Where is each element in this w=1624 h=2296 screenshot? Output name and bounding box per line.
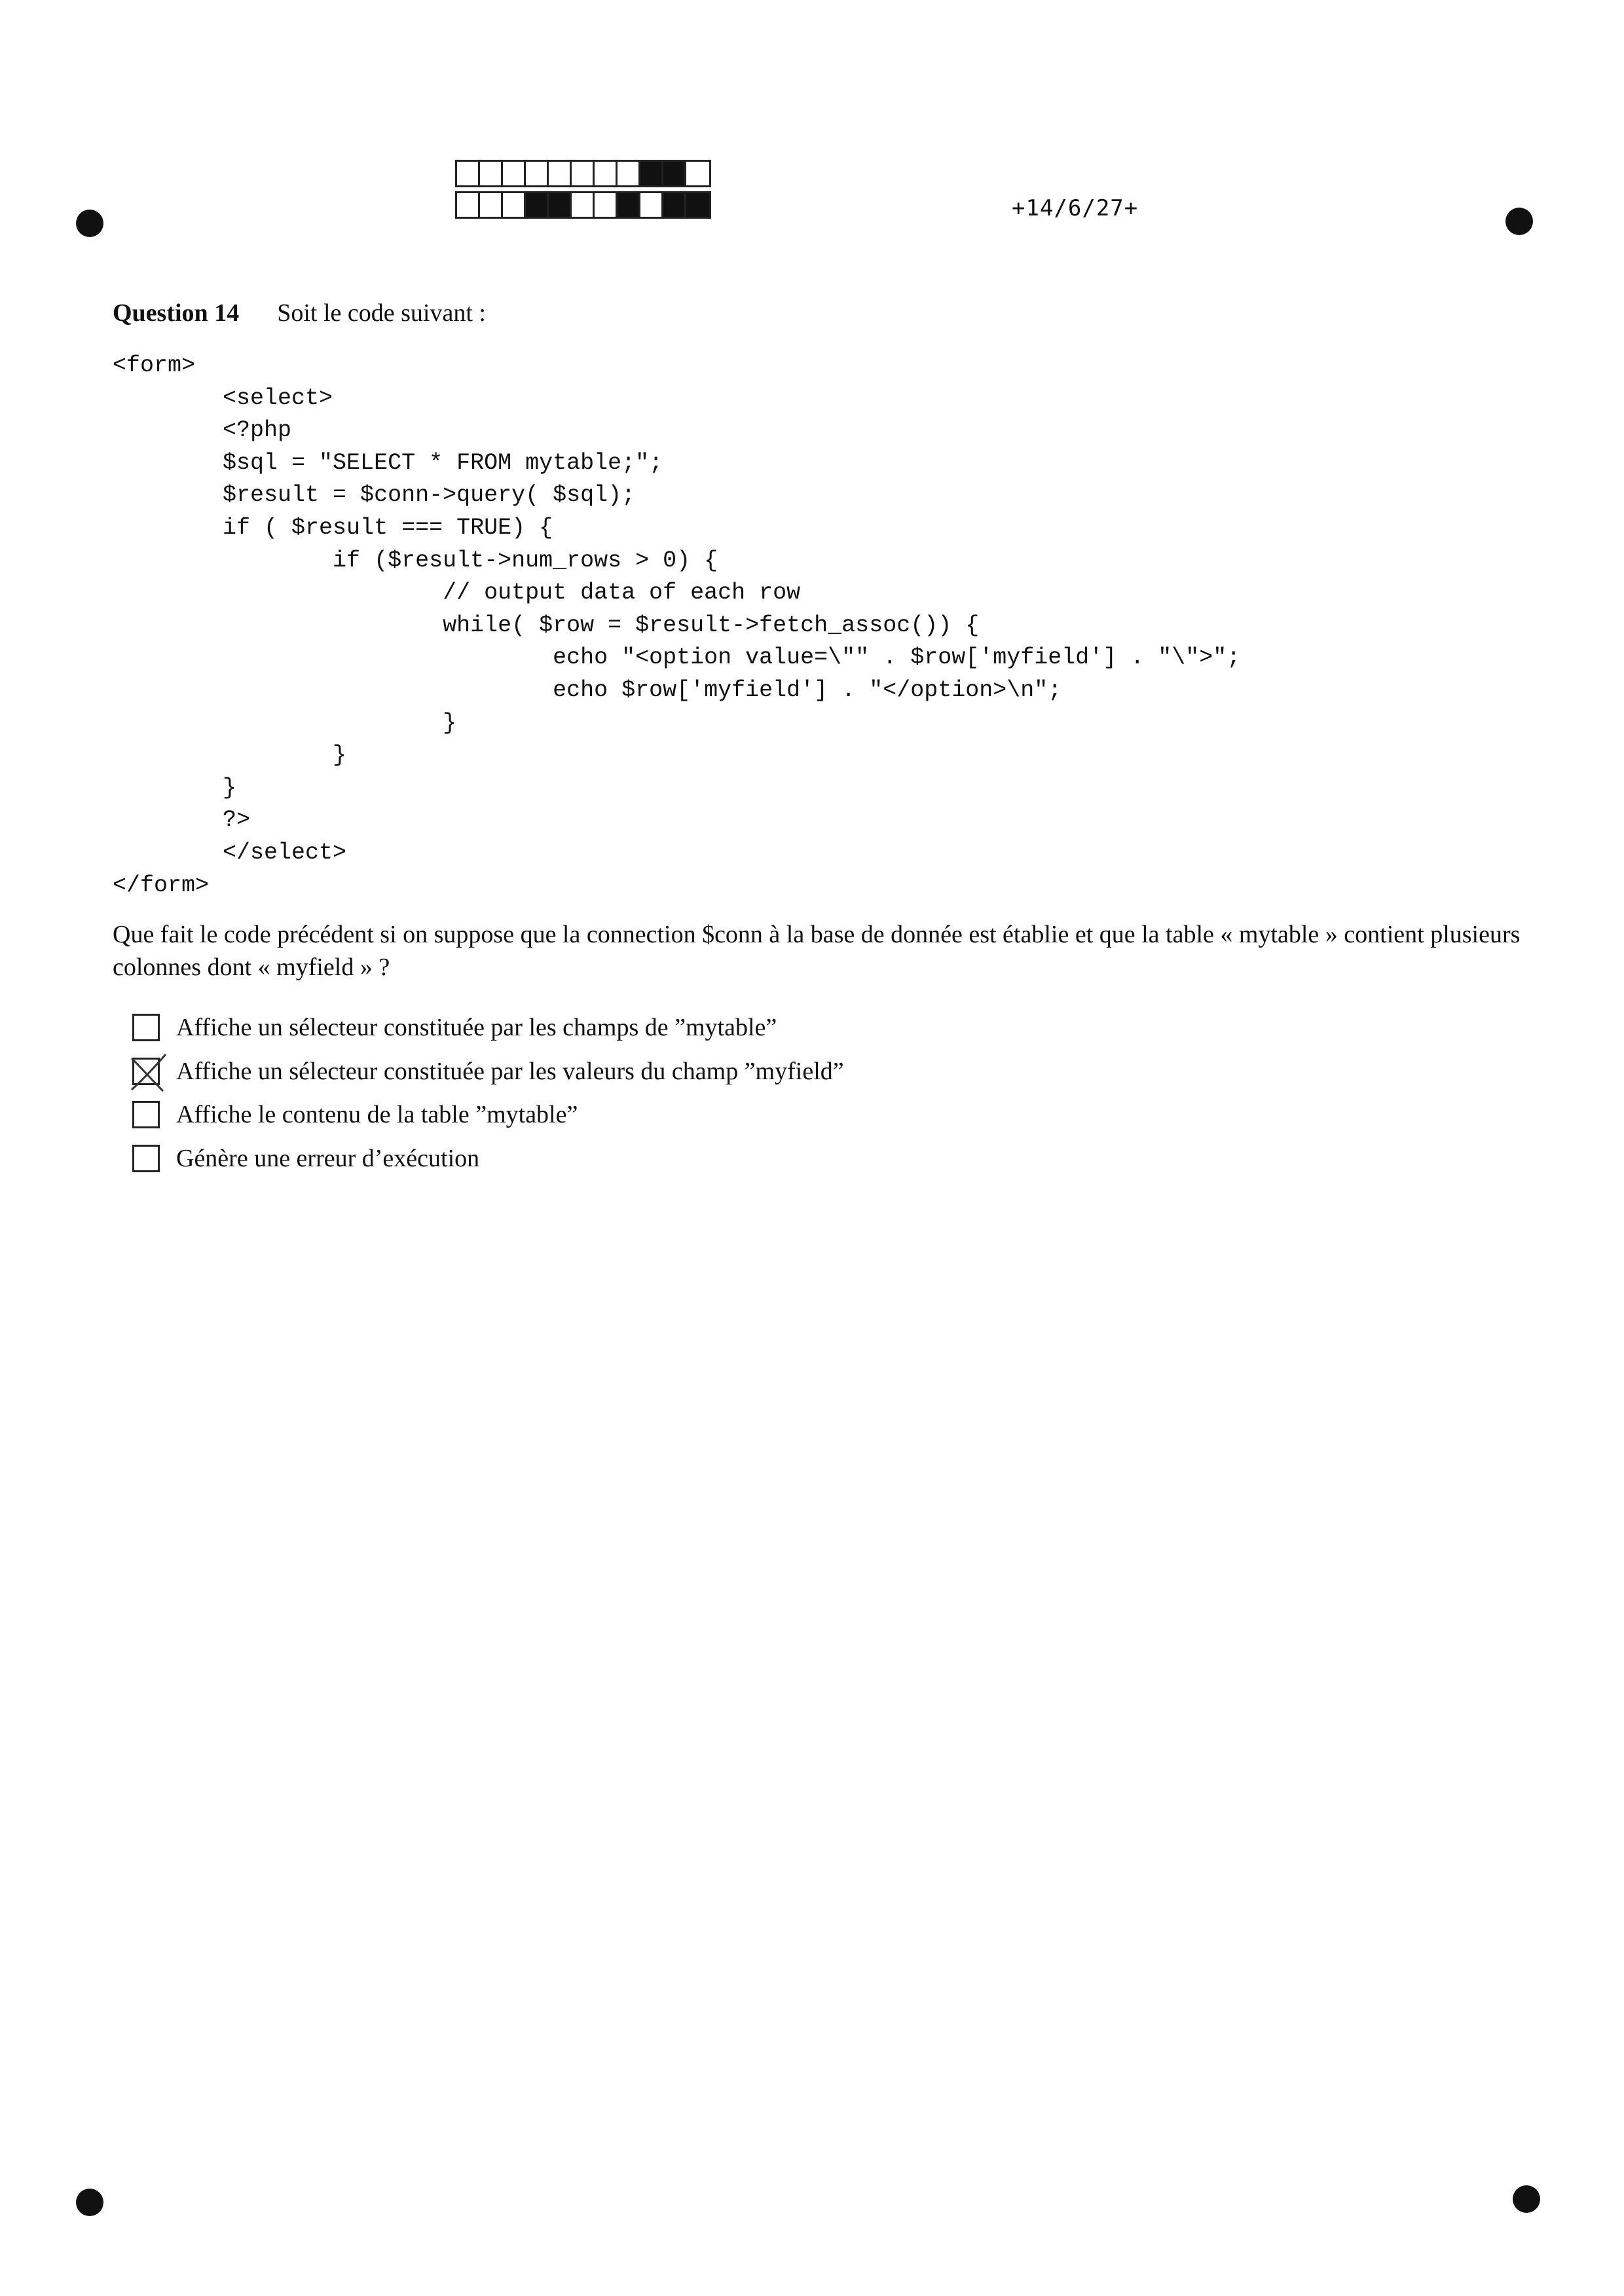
question-number: Question 14 [113, 299, 240, 327]
corner-marker-top-left [76, 210, 103, 237]
code-bar-cell [595, 162, 618, 185]
code-bar-cell [686, 162, 709, 185]
code-bar-cell [572, 193, 595, 217]
checkbox[interactable] [132, 1145, 160, 1172]
code-bar-cell [480, 193, 503, 217]
code-bar-cell [549, 162, 572, 185]
question-text: Que fait le code précédent si on suppose que la connection $conn à la base de donnée est établie et que la table « mytable » contient plusieurs colonnes dont « myfield » ? [113, 921, 1521, 981]
checkbox[interactable] [132, 1101, 160, 1128]
checkbox[interactable] [132, 1058, 160, 1085]
cross-mark-icon [128, 1053, 168, 1094]
code-bar-cell [640, 162, 663, 185]
corner-marker-bottom-right [1513, 2185, 1540, 2213]
answer-label: Génère une erreur d’exécution [176, 1144, 480, 1172]
code-bar-cell [686, 193, 709, 217]
code-bar-cell [457, 193, 480, 217]
code-bar-cell [480, 162, 503, 185]
code-bar-cell [457, 162, 480, 185]
code-bar-cell [618, 162, 640, 185]
answer-option[interactable] [132, 1093, 844, 1137]
question-header [113, 299, 486, 327]
binary-code-bar-bottom [455, 191, 711, 219]
answer-list [132, 1006, 844, 1180]
code-bar-cell [618, 193, 640, 217]
code-bar-cell [503, 193, 526, 217]
code-bar-cell [503, 162, 526, 185]
checkbox[interactable] [132, 1014, 160, 1041]
code-bar-cell [572, 162, 595, 185]
code-bar-cell [640, 193, 663, 217]
answer-option[interactable] [132, 1006, 844, 1050]
answer-option[interactable] [132, 1050, 844, 1094]
binary-code-bar-top [455, 160, 711, 187]
answer-option[interactable] [132, 1137, 844, 1181]
answer-label: Affiche un sélecteur constituée par les valeurs du champ ”myfield” [176, 1057, 844, 1085]
answer-label: Affiche le contenu de la table ”mytable” [176, 1101, 578, 1129]
code-bar-cell [526, 162, 549, 185]
corner-marker-bottom-left [76, 2189, 103, 2216]
question-intro: Soit le code suivant : [277, 299, 486, 327]
code-bar-cell [526, 193, 549, 217]
corner-marker-top-right [1505, 208, 1533, 235]
code-bar-cell [595, 193, 618, 217]
code-bar-cell [549, 193, 572, 217]
code-bar-cell [663, 162, 686, 185]
answer-label: Affiche un sélecteur constituée par les champs de ”mytable” [176, 1014, 777, 1042]
page-identifier: +14/6/27+ [1012, 195, 1139, 221]
code-listing: <form> <select> <?php $sql = "SELECT * FROM mytable;"; $result = $conn->query( $sql); if ( $result === TRUE) { if ($result->num_rows > 0) { // output data of each row while( $row = $result->fetch_assoc()) { echo "<option value=\"" . $row['myfield'] . "\">"; echo $row['myfield'] . "</option>\n"; } } } ?> </select> </form> [113, 352, 1241, 898]
code-bar-cell [663, 193, 686, 217]
